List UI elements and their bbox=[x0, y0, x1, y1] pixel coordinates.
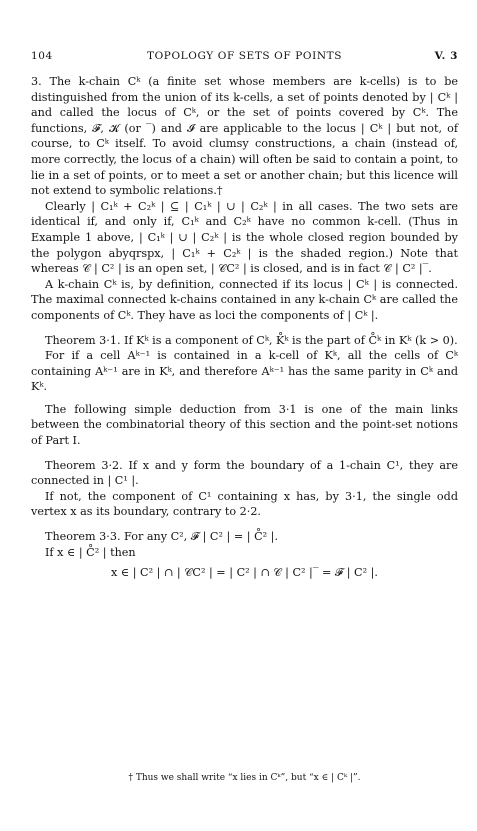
paragraph-deduction: The following simple deduction from 3·1 is one of the main links between the combinatorial theory of this section and the point-set notions of Part I. bbox=[31, 402, 458, 448]
page-number: 104 bbox=[31, 50, 53, 62]
display-formula: x ∈ | C² | ∩ | 𝒞C² | = | C² | ∩ 𝒞 | C² |‾ = 𝓕 | C² |. bbox=[111, 566, 378, 580]
running-header bbox=[31, 50, 458, 66]
theorem-3-1: Theorem 3·1. If Kᵏ is a component of Cᵏ, K̊ᵏ is the part of C̊ᵏ in Kᵏ (k > 0). bbox=[45, 333, 458, 347]
paragraph-locus-definition: 3. The k-chain Cᵏ (a finite set whose members are k-cells) is to be distinguished from the union of its k-cells, a set of points denoted by | Cᵏ | and called the locus of Cᵏ, or the set of points covered by Cᵏ. The functions, 𝓕, 𝓚 (or ‾) and 𝓘 are applicable to the locus | Cᵏ | but not, of course, to Cᵏ itself. To avoid clumsy constructions, a chain (instead of, more correctly, the locus of a chain) will often be said to contain a point, to lie in a set of points, or to meet a set or another chain; but this licence will not extend to symbolic relations.† bbox=[31, 75, 458, 198]
proof-3-2: If not, the component of C¹ containing x has, by 3·1, the single odd vertex x as its boundary, contrary to 2·2. bbox=[31, 489, 458, 519]
theorem-3-3: Theorem 3·3. For any C², 𝓕 | C² | = | C̊² |. bbox=[45, 530, 279, 544]
paragraph-connected-definition: A k-chain Cᵏ is, by definition, connected if its locus | Cᵏ | is connected. The maximal connected k-chains contained in any k-chain Cᵏ are called the components of Cᵏ. They have as loci the components of | Cᵏ |. bbox=[31, 277, 458, 322]
paragraph-union-relation: Clearly | C₁ᵏ + C₂ᵏ | ⊆ | C₁ᵏ | ∪ | C₂ᵏ | in all cases. The two sets are identical if, and only if, C₁ᵏ and C₂ᵏ have no common k-cell. (Thus in Example 1 above, | C₁ᵏ | ∪ | C₂ᵏ | is the whole closed region bounded by the polygon abyqrspx, | C₁ᵏ + C₂ᵏ | is the shaded region.) Note that whereas 𝒞 | C² | is an open set, | 𝒞C² | is closed, and is in fact 𝒞 | C² |‾. bbox=[31, 199, 458, 276]
proof-3-3-intro: If x ∈ | C̊² | then bbox=[45, 545, 136, 559]
running-title: TOPOLOGY OF SETS OF POINTS bbox=[147, 50, 342, 62]
section-number: V. 3 bbox=[434, 50, 458, 62]
footnote: † Thus we shall write “x lies in Cᵏ”, but “x ∈ | Cᵏ |”. bbox=[128, 773, 361, 783]
page-body bbox=[31, 74, 458, 581]
theorem-3-2: Theorem 3·2. If x and y form the boundary of a 1-chain C¹, they are connected in | C¹ |. bbox=[31, 458, 458, 488]
proof-3-1: For if a cell Aᵏ⁻¹ is contained in a k-cell of Kᵏ, all the cells of Cᵏ containing Aᵏ⁻¹ are in Kᵏ, and therefore Aᵏ⁻¹ has the same parity in Cᵏ and Kᵏ. bbox=[31, 349, 458, 394]
